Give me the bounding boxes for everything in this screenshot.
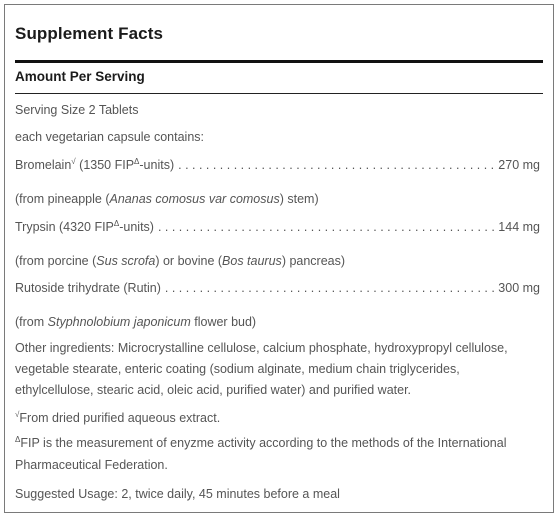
- ingredient-source-bromelain: (from pineapple (Ananas comosus var comosus) stem): [15, 192, 319, 206]
- ingredient-amount: 144 mg: [498, 220, 540, 234]
- each-contains-label: each vegetarian capsule contains:: [15, 130, 205, 144]
- panel-title: Supplement Facts: [15, 24, 164, 43]
- ingredient-row-trypsin: [15, 219, 540, 237]
- delta-mark: Δ: [113, 219, 120, 228]
- footnote-extract: √From dried purified aqueous extract.: [15, 410, 221, 425]
- serving-size: Serving Size 2 Tablets: [15, 103, 139, 117]
- thick-divider: [15, 60, 543, 63]
- ingredient-amount: 270 mg: [498, 158, 540, 172]
- ingredient-source-trypsin: (from porcine (Sus scrofa) or bovine (Bos taurus) pancreas): [15, 254, 346, 268]
- sqrt-mark: √: [71, 157, 76, 166]
- ingredient-name: Bromelain√ (1350 $FIP^\Delta-units$): [15, 157, 175, 172]
- suggested-usage: Suggested Usage: 2, twice daily, 45 minutes before a meal: [15, 487, 340, 501]
- dot-leader: [158, 219, 494, 235]
- ingredient-row-rutin: [15, 280, 540, 296]
- delta-mark: Δ: [134, 157, 140, 166]
- ingredient-amount: 300 mg: [498, 281, 540, 295]
- ingredient-name: Rutoside trihydrate (Rutin): [15, 281, 161, 295]
- sqrt-mark: √: [15, 410, 20, 419]
- dot-leader: [165, 280, 494, 296]
- ingredient-source-rutin: (from Styphnolobium japonicum flower bud): [15, 315, 257, 329]
- thin-divider: [15, 93, 543, 94]
- amount-per-serving-header: Amount Per Serving: [15, 69, 145, 84]
- supplement-facts-panel: [4, 4, 554, 513]
- ingredient-row-bromelain: [15, 157, 540, 175]
- footnote-fip: $^\Delta$FIP is the measurement of enyzme activity according to the methods of the International Pharmaceutical Federation.: [15, 435, 507, 472]
- delta-mark: Δ: [15, 435, 21, 444]
- other-ingredients: Other ingredients: Microcrystalline cellulose, calcium phosphate, hydroxypropyl cellulose, vegetable stearate, enteric coating (sodium alginate, medium chain triglycerides, ethylcellulose, stearic acid, oleic acid, purified water) and purified water.: [15, 341, 508, 397]
- dot-leader: [178, 157, 494, 173]
- ingredient-name: Trypsin (4320 $FIP^\Delta-units$): [15, 219, 154, 234]
